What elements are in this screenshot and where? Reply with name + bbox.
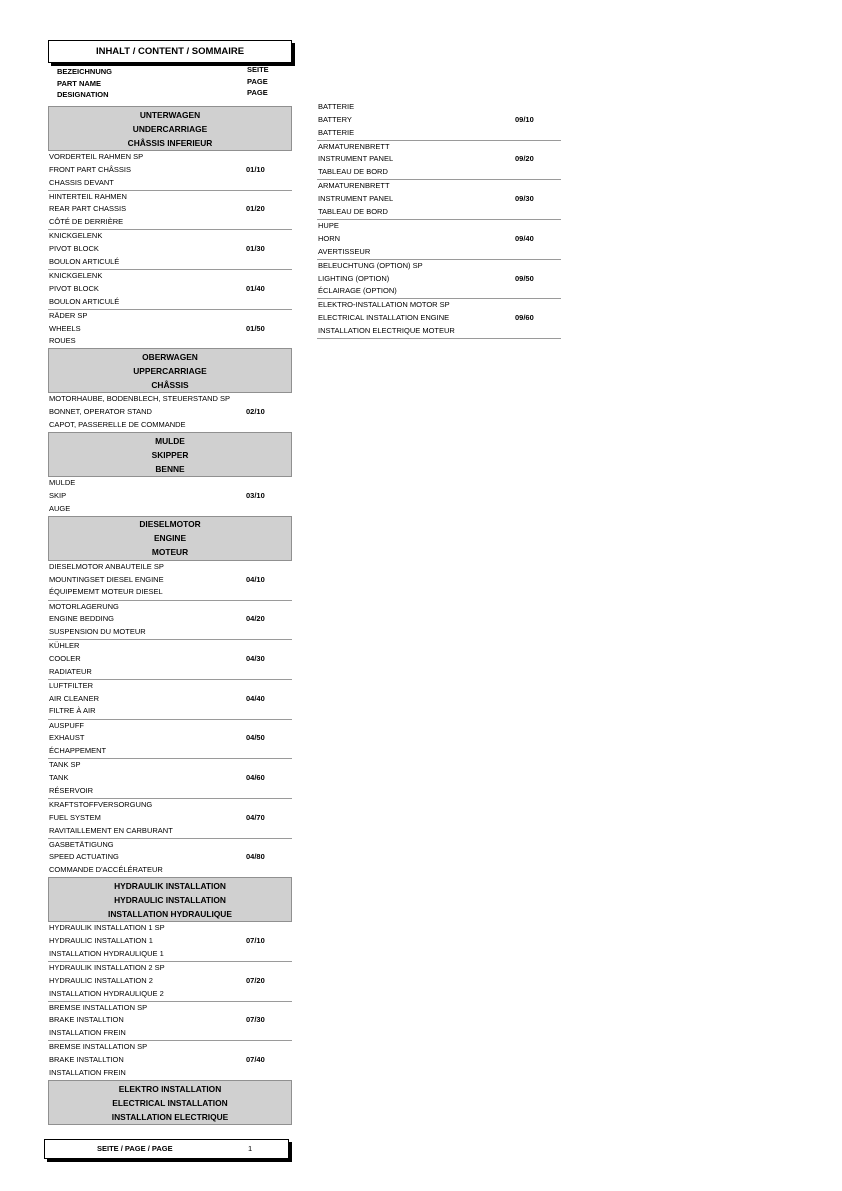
entry-page-ref[interactable]: 07/10 <box>246 936 265 946</box>
section-title-line: MOTEUR <box>151 547 189 558</box>
entry-name-line: CAPOT, PASSERELLE DE COMMANDE <box>49 420 186 430</box>
entry-name-line: ENGINE BEDDING <box>49 614 115 624</box>
entry-name-line: INSTALLATION HYDRAULIQUE 1 <box>49 948 164 958</box>
section-title-line: UNTERWAGEN <box>139 109 201 120</box>
entry-name-line: RADIATEUR <box>49 666 92 676</box>
entry-name-line: BRAKE INSTALLTION <box>49 1015 124 1025</box>
toc-entry <box>48 477 292 516</box>
toc-entry <box>48 561 292 601</box>
entry-page-ref[interactable]: 01/30 <box>246 244 265 254</box>
entry-name-line: KRAFTSTOFFVERSORGUNG <box>49 799 153 809</box>
entry-name-line: FUEL SYSTEM <box>49 812 101 822</box>
right-toc-column <box>317 101 561 339</box>
toc-entry <box>317 299 561 339</box>
entry-page-ref[interactable]: 07/30 <box>246 1015 265 1025</box>
entry-name-line: SKIP <box>49 490 67 500</box>
entry-page-ref[interactable]: 04/60 <box>246 773 265 783</box>
entry-name-line: MOTORLAGERUNG <box>49 601 119 611</box>
section-title-line: SKIPPER <box>151 449 189 460</box>
section-title-line: ELEKTRO INSTALLATION <box>118 1083 222 1094</box>
footer-page-number: 1 <box>248 1144 253 1153</box>
header-page-en: PAGE <box>247 76 268 86</box>
toc-entry <box>48 601 292 641</box>
entry-name-line: COMMANDE D'ACCÉLÉRATEUR <box>49 865 163 875</box>
section-header <box>48 432 292 477</box>
toc-entry <box>48 640 292 680</box>
entry-name-line: ROUES <box>49 336 76 346</box>
toc-entry <box>48 839 292 878</box>
entry-page-ref[interactable]: 04/80 <box>246 852 265 862</box>
section-title-line: INSTALLATION HYDRAULIQUE <box>108 908 232 919</box>
toc-entry <box>48 1002 292 1042</box>
section-header <box>48 348 292 393</box>
entry-name-line: GASBETÄTIGUNG <box>49 839 114 849</box>
header-name-en: PART NAME <box>57 78 102 88</box>
section-title-line: MULDE <box>155 435 185 446</box>
section-header <box>48 516 292 561</box>
toc-entry <box>48 393 292 432</box>
entry-page-ref[interactable]: 09/50 <box>515 273 534 283</box>
header-page-fr: PAGE <box>247 88 268 97</box>
entry-page-ref[interactable]: 04/10 <box>246 574 265 584</box>
entry-name-line: MOUNTINGSET DIESEL ENGINE <box>49 574 164 584</box>
entry-name-line: INSTALLATION FREIN <box>49 1067 126 1077</box>
entry-name-line: RÄDER SP <box>49 310 88 320</box>
entry-name-line: BREMSE INSTALLATION SP <box>49 1042 148 1052</box>
section-title-line: ENGINE <box>153 533 187 544</box>
entry-name-line: BATTERY <box>318 114 352 124</box>
entry-page-ref[interactable]: 09/60 <box>515 313 534 323</box>
entry-name-line: CHASSIS DEVANT <box>49 177 114 187</box>
entry-name-line: KNICKGELENK <box>49 271 103 281</box>
entry-name-line: VORDERTEIL RAHMEN SP <box>49 152 144 161</box>
toc-entry <box>317 260 561 300</box>
entry-name-line: BREMSE INSTALLATION SP <box>49 1002 148 1012</box>
toc-entry <box>48 720 292 760</box>
entry-name-line: KÜHLER <box>49 641 80 651</box>
entry-page-ref[interactable]: 09/10 <box>515 114 534 124</box>
entry-name-line: HYDRAULIC INSTALLATION 1 <box>49 936 153 946</box>
entry-name-line: BELEUCHTUNG (OPTION) SP <box>318 260 423 270</box>
entry-page-ref[interactable]: 01/40 <box>246 283 265 293</box>
name-column-header <box>57 66 112 101</box>
entry-page-ref[interactable]: 07/40 <box>246 1055 265 1065</box>
entry-page-ref[interactable]: 04/70 <box>246 812 265 822</box>
header-page-de: SEITE <box>247 65 269 74</box>
entry-page-ref[interactable]: 04/50 <box>246 733 265 743</box>
entry-name-line: ÉQUIPEMEMT MOTEUR DIESEL <box>49 587 163 597</box>
entry-name-line: HYDRAULIK INSTALLATION 2 SP <box>49 963 165 972</box>
entry-name-line: PIVOT BLOCK <box>49 244 99 254</box>
entry-page-ref[interactable]: 04/30 <box>246 653 265 663</box>
section-title-line: CHÂSSIS INFERIEUR <box>127 137 213 148</box>
entry-name-line: AUGE <box>49 503 71 513</box>
entry-page-ref[interactable]: 03/10 <box>246 490 265 500</box>
entry-name-line: EXHAUST <box>49 733 85 743</box>
header-name-fr: DESIGNATION <box>57 90 109 99</box>
entry-page-ref[interactable]: 07/20 <box>246 975 265 985</box>
toc-entry <box>48 310 292 349</box>
entry-name-line: BATTERIE <box>318 127 355 137</box>
entry-name-line: KNICKGELENK <box>49 231 103 241</box>
entry-name-line: BOULON ARTICULÉ <box>49 296 120 306</box>
entry-name-line: HYDRAULIC INSTALLATION 2 <box>49 975 153 985</box>
toc-entry <box>48 962 292 1002</box>
entry-name-line: ARMATURENBRETT <box>318 181 390 191</box>
entry-name-line: INSTALLATION ELECTRIQUE MOTEUR <box>318 326 455 336</box>
entry-name-line: WHEELS <box>49 323 81 333</box>
section-title-line: OBERWAGEN <box>142 351 198 362</box>
entry-name-line: BOULON ARTICULÉ <box>49 256 120 266</box>
entry-name-line: INSTRUMENT PANEL <box>318 154 394 164</box>
toc-entry <box>48 759 292 799</box>
toc-entry <box>48 151 292 191</box>
toc-entry <box>48 799 292 839</box>
entry-name-line: BATTERIE <box>318 102 355 111</box>
section-header <box>48 106 292 151</box>
entry-name-line: HORN <box>318 233 341 243</box>
entry-name-line: REAR PART CHASSIS <box>49 204 127 214</box>
entry-name-line: BRAKE INSTALLTION <box>49 1055 124 1065</box>
entry-page-ref[interactable]: 09/40 <box>515 233 534 243</box>
section-title-line: DIESELMOTOR <box>139 519 201 530</box>
entry-name-line: FRONT PART CHÂSSIS <box>49 164 131 174</box>
header-name-de: BEZEICHNUNG <box>57 67 113 76</box>
entry-name-line: RAVITAILLEMENT EN CARBURANT <box>49 825 173 835</box>
section-title-line: HYDRAULIK INSTALLATION <box>114 880 226 891</box>
entry-name-line: MULDE <box>49 478 76 488</box>
entry-name-line: DIESELMOTOR ANBAUTEILE SP <box>49 561 164 571</box>
entry-page-ref[interactable]: 02/10 <box>246 407 265 417</box>
section-title-line: UPPERCARRIAGE <box>133 365 207 376</box>
entry-name-line: INSTRUMENT PANEL <box>318 194 394 204</box>
entry-name-line: ÉCLAIRAGE (OPTION) <box>318 286 397 296</box>
footer-label: SEITE / PAGE / PAGE <box>97 1144 173 1153</box>
entry-name-line: PIVOT BLOCK <box>49 283 99 293</box>
entry-page-ref[interactable]: 01/10 <box>246 164 265 174</box>
entry-name-line: TABLEAU DE BORD <box>318 167 388 177</box>
entry-name-line: COOLER <box>49 653 81 663</box>
entry-name-line: CÔTÉ DE DERRIÈRE <box>49 217 124 227</box>
toc-entry <box>317 141 561 181</box>
entry-name-line: LIGHTING (OPTION) <box>318 273 390 283</box>
left-toc-column <box>48 106 292 1125</box>
entry-name-line: SUSPENSION DU MOTEUR <box>49 627 146 637</box>
entry-page-ref[interactable]: 01/20 <box>246 204 265 214</box>
section-header <box>48 877 292 922</box>
page-title: INHALT / CONTENT / SOMMAIRE <box>48 40 292 63</box>
toc-entry <box>48 1041 292 1080</box>
entry-name-line: HUPE <box>318 221 339 231</box>
page-footer <box>44 1139 289 1159</box>
toc-entry <box>48 270 292 310</box>
entry-name-line: MOTORHAUBE, BODENBLECH, STEUERSTAND SP <box>49 394 231 404</box>
entry-name-line: TABLEAU DE BORD <box>318 206 388 216</box>
entry-name-line: HYDRAULIK INSTALLATION 1 SP <box>49 923 165 933</box>
entry-page-ref[interactable]: 09/20 <box>515 154 534 164</box>
entry-name-line: BONNET, OPERATOR STAND <box>49 407 152 417</box>
toc-entry <box>48 680 292 720</box>
section-title-line: ELECTRICAL INSTALLATION <box>112 1097 228 1108</box>
entry-name-line: ÉCHAPPEMENT <box>49 746 107 756</box>
entry-page-ref[interactable]: 09/30 <box>515 194 534 204</box>
page-column-header <box>247 64 269 99</box>
section-title-line: BENNE <box>155 463 185 474</box>
section-header <box>48 1080 292 1125</box>
entry-name-line: AVERTISSEUR <box>318 246 371 256</box>
toc-entry <box>317 101 561 141</box>
section-title-line: HYDRAULIC INSTALLATION <box>114 894 226 905</box>
entry-page-ref[interactable]: 01/50 <box>246 323 265 333</box>
entry-name-line: ELECTRICAL INSTALLATION ENGINE <box>318 313 450 323</box>
entry-page-ref[interactable]: 04/20 <box>246 614 265 624</box>
entry-name-line: SPEED ACTUATING <box>49 852 119 862</box>
section-title-line: INSTALLATION ELECTRIQUE <box>111 1111 229 1122</box>
toc-entry <box>317 180 561 220</box>
entry-page-ref[interactable]: 04/40 <box>246 693 265 703</box>
entry-name-line: ELEKTRO-INSTALLATION MOTOR SP <box>318 300 450 310</box>
section-title-line: CHÂSSIS <box>151 379 189 390</box>
entry-name-line: HINTERTEIL RAHMEN <box>49 191 127 201</box>
toc-entry <box>48 922 292 962</box>
toc-entry <box>48 230 292 270</box>
toc-entry <box>317 220 561 260</box>
entry-name-line: RÉSERVOIR <box>49 785 94 795</box>
entry-name-line: LUFTFILTER <box>49 680 94 690</box>
entry-name-line: AUSPUFF <box>49 720 85 730</box>
entry-name-line: INSTALLATION HYDRAULIQUE 2 <box>49 988 164 998</box>
entry-name-line: ARMATURENBRETT <box>318 141 390 151</box>
section-title-line: UNDERCARRIAGE <box>132 123 208 134</box>
entry-name-line: FILTRE À AIR <box>49 706 96 716</box>
entry-name-line: TANK <box>49 773 69 783</box>
entry-name-line: TANK SP <box>49 760 81 770</box>
entry-name-line: INSTALLATION FREIN <box>49 1028 126 1038</box>
toc-entry <box>48 191 292 231</box>
entry-name-line: AIR CLEANER <box>49 693 100 703</box>
